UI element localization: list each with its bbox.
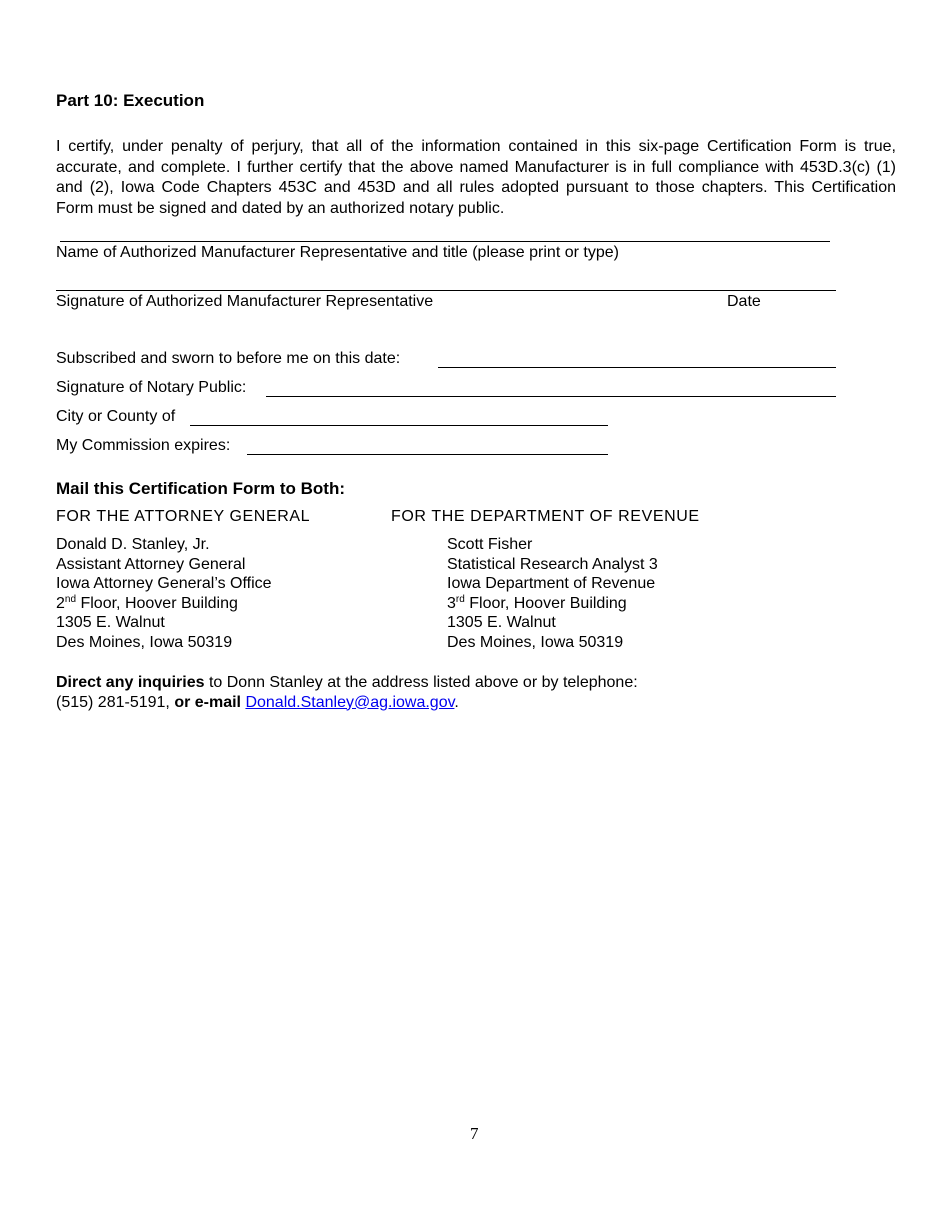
- ag-street: 1305 E. Walnut: [56, 614, 165, 632]
- certification-line-3: and (2), Iowa Code Chapters 453C and 453D and all rules adopted pursuant to those chapters. This Certification: [56, 179, 896, 196]
- inquiries-bold-lead: Direct any inquiries: [56, 674, 205, 691]
- email-link[interactable]: Donald.Stanley@ag.iowa.gov: [245, 693, 455, 711]
- attorney-general-heading: FOR THE ATTORNEY GENERAL: [56, 508, 311, 525]
- notary-label: Signature of Notary Public:: [56, 379, 247, 396]
- dor-name: Scott Fisher: [447, 536, 533, 553]
- subscribed-date-line[interactable]: [438, 367, 836, 368]
- mail-heading: Mail this Certification Form to Both:: [56, 479, 345, 498]
- inquiries-line-1: Direct any inquiries to Donn Stanley at the address listed above or by telephone:: [56, 674, 638, 691]
- dor-city: Des Moines, Iowa 50319: [447, 633, 624, 651]
- inquiries-line-2: (515) 281-5191, or e-mail Donald.Stanley@ag.iowa.gov.: [56, 693, 459, 711]
- date-label: Date: [727, 293, 761, 310]
- city-label: City or County of: [56, 408, 176, 425]
- department-revenue-address: [447, 535, 658, 653]
- ag-office: Iowa Attorney General’s Office: [56, 575, 272, 593]
- page-number: 7: [470, 1124, 479, 1143]
- inquiries-paragraph: [56, 673, 638, 712]
- inquiries-phone: (515) 281-5191,: [56, 693, 175, 711]
- dor-office: Iowa Department of Revenue: [447, 575, 656, 593]
- part-heading: Part 10: Execution: [56, 91, 205, 110]
- certification-paragraph: [56, 137, 896, 219]
- subscribed-label: Subscribed and sworn to before me on this date:: [56, 350, 401, 367]
- representative-signature-line[interactable]: [56, 290, 836, 291]
- ag-floor: 2nd Floor, Hoover Building: [56, 593, 238, 612]
- dor-street: 1305 E. Walnut: [447, 614, 556, 632]
- certification-line-1: I certify, under penalty of perjury, that all of the information contained in this six-page Certification Form is true,: [56, 138, 896, 155]
- name-signature-line[interactable]: [60, 241, 830, 242]
- department-revenue-heading: FOR THE DEPARTMENT OF REVENUE: [391, 508, 700, 525]
- commission-line[interactable]: [247, 454, 608, 455]
- certification-line-2: accurate, and complete. I further certify that the above named Manufacturer is in full compliance with 453D.3(c) (1): [56, 158, 896, 176]
- notary-signature-line[interactable]: [266, 396, 836, 397]
- city-county-line[interactable]: [190, 425, 608, 426]
- dor-floor: 3rd Floor, Hoover Building: [447, 593, 627, 612]
- attorney-general-address: [56, 535, 272, 653]
- certification-line-4: Form must be signed and dated by an authorized notary public.: [56, 199, 505, 217]
- ag-title: Assistant Attorney General: [56, 555, 246, 573]
- commission-label: My Commission expires:: [56, 437, 231, 454]
- ag-name: Donald D. Stanley, Jr.: [56, 536, 210, 553]
- signature-label: Signature of Authorized Manufacturer Representative: [56, 293, 434, 310]
- ag-city: Des Moines, Iowa 50319: [56, 633, 233, 651]
- name-label: Name of Authorized Manufacturer Representative and title (please print or type): [56, 244, 619, 261]
- dor-title: Statistical Research Analyst 3: [447, 555, 658, 573]
